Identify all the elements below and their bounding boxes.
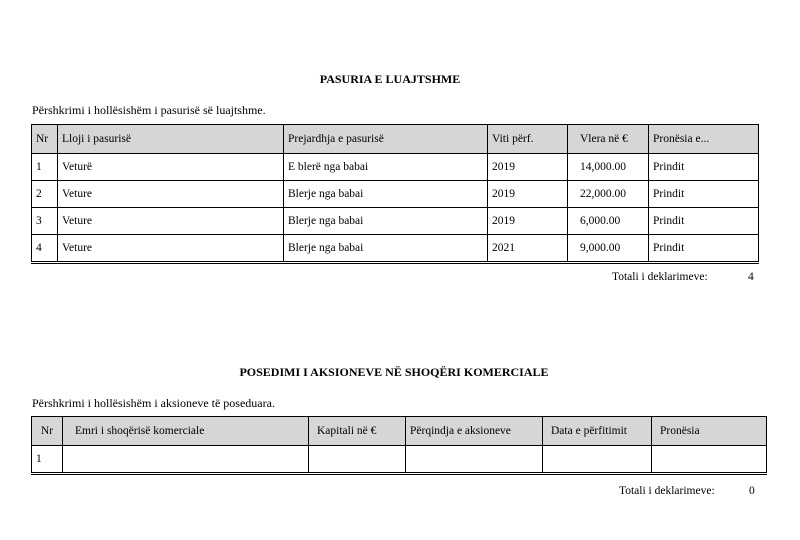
column-header: Data e përfitimit (543, 417, 652, 446)
table-cell (543, 446, 652, 474)
table-cell: 14,000.00 (568, 154, 649, 181)
table-cell: Veture (58, 235, 284, 263)
table-cell (406, 446, 543, 474)
section1-total-value: 4 (748, 271, 754, 283)
section2-title: POSEDIMI I AKSIONEVE NË SHOQËRI KOMERCIALE (239, 365, 549, 379)
table-cell: Prindit (649, 208, 759, 235)
table-cell: 2021 (488, 235, 568, 263)
table-cell: Prindit (649, 181, 759, 208)
table-cell: 2 (32, 181, 58, 208)
table-cell: Veture (58, 208, 284, 235)
table-row (32, 181, 759, 208)
column-header: Nr (32, 417, 63, 446)
table-cell: 9,000.00 (568, 235, 649, 263)
table-cell: Veturë (58, 154, 284, 181)
table-cell: Blerje nga babai (284, 181, 488, 208)
table-cell (652, 446, 767, 474)
column-header: Përqindja e aksioneve (406, 417, 543, 446)
table-cell: 22,000.00 (568, 181, 649, 208)
table-cell: Prindit (649, 235, 759, 263)
table-row (32, 154, 759, 181)
section2-total-label: Totali i deklarimeve: (619, 485, 715, 497)
section1-total-label: Totali i deklarimeve: (612, 271, 708, 283)
column-header: Vlera në € (568, 125, 649, 154)
table-cell: 1 (32, 154, 58, 181)
section1-title: PASURIA E LUAJTSHME (319, 72, 461, 86)
section2-description: Përshkrimi i hollësishëm i aksioneve të poseduara. (32, 396, 275, 410)
table-cell: Prindit (649, 154, 759, 181)
column-header: Kapitali në € (309, 417, 406, 446)
table-row (32, 208, 759, 235)
table-row (32, 446, 767, 474)
column-header: Pronësia (652, 417, 767, 446)
table-cell: 2019 (488, 154, 568, 181)
section2-total-value: 0 (749, 485, 755, 497)
table-cell: 4 (32, 235, 58, 263)
table-header-row (32, 125, 759, 154)
movable-assets-table (31, 124, 759, 264)
column-header: Prejardhja e pasurisë (284, 125, 488, 154)
section1-description: Përshkrimi i hollësishëm i pasurisë së luajtshme. (32, 103, 266, 117)
table-cell: Blerje nga babai (284, 208, 488, 235)
table-cell: Veture (58, 181, 284, 208)
column-header: Viti përf. (488, 125, 568, 154)
shares-table (31, 416, 767, 475)
column-header: Lloji i pasurisë (58, 125, 284, 154)
table-row (32, 235, 759, 263)
column-header: Pronësia e... (649, 125, 759, 154)
table-header-row (32, 417, 767, 446)
table-cell: 2019 (488, 208, 568, 235)
table-cell: E blerë nga babai (284, 154, 488, 181)
table-cell: 1 (32, 446, 63, 474)
column-header: Nr (32, 125, 58, 154)
table-cell: 2019 (488, 181, 568, 208)
table-cell: 3 (32, 208, 58, 235)
table-cell: Blerje nga babai (284, 235, 488, 263)
column-header: Emri i shoqërisë komerciale (63, 417, 309, 446)
table-cell: 6,000.00 (568, 208, 649, 235)
table-cell (63, 446, 309, 474)
table-cell (309, 446, 406, 474)
